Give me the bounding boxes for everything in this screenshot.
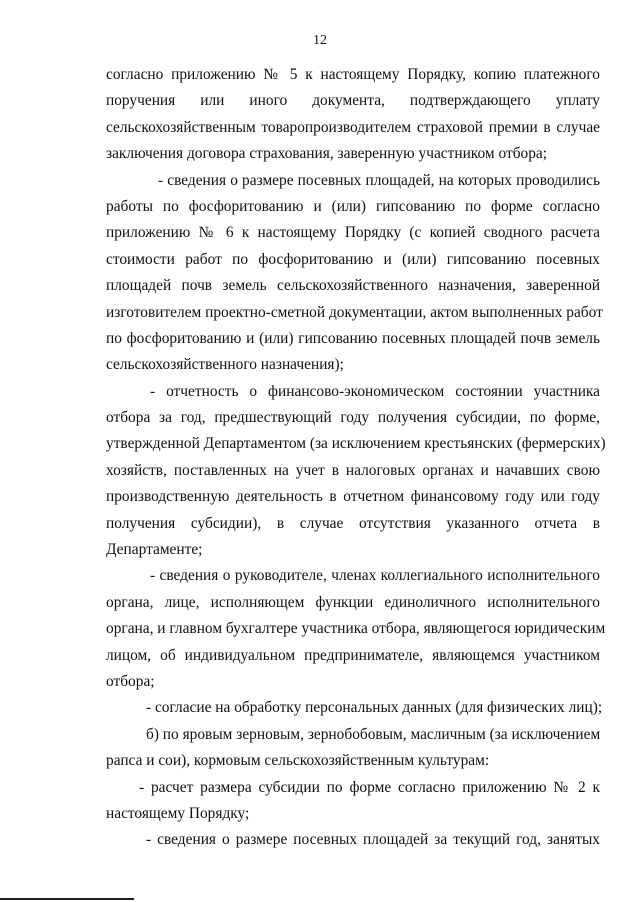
text-line: площадей почв земель сельскохозяйственного назначения, заверенной xyxy=(106,277,600,295)
text-line: работы по фосфоритованию и (или) гипсованию по форме согласно xyxy=(106,197,600,215)
text-line: сельскохозяйственным товаропроизводителем страховой премии в случае xyxy=(106,118,600,136)
text-line: лицом, об индивидуальном предпринимателе, являющемся участником xyxy=(106,646,600,664)
text-line: б) по яровым зерновым, зернобобовым, масличным (за исключением xyxy=(146,725,601,743)
paragraph-continuation xyxy=(106,62,600,168)
text-line: утвержденной Департаментом (за исключением крестьянских (фермерских) xyxy=(106,435,606,453)
text-line: Департаменте; xyxy=(106,541,203,559)
text-line: органа, лице, исполняющем функции единоличного исполнительного xyxy=(106,593,600,611)
text-line: получения субсидии), в случае отсутствия указанного отчета в xyxy=(106,514,600,532)
text-line: стоимости работ по фосфоритованию и (или) гипсованию посевных xyxy=(106,250,600,268)
text-line: - сведения о руководителе, членах коллегиального исполнительного xyxy=(150,567,600,585)
text-line: отбора; xyxy=(106,672,155,690)
document-body xyxy=(106,62,606,854)
text-line: - сведения о размере посевных площадей, на которых проводились xyxy=(158,171,600,189)
footer-rule xyxy=(0,898,134,900)
text-line: согласно приложению № 5 к настоящему Порядку, копию платежного xyxy=(106,66,600,83)
text-line: сельскохозяйственного назначения); xyxy=(106,356,344,374)
text-line: приложению № 6 к настоящему Порядку (с копией сводного расчета xyxy=(106,224,600,242)
text-line: - согласие на обработку персональных данных (для физических лиц); xyxy=(146,699,603,717)
paragraph-subsidy-calculation xyxy=(106,775,600,828)
page-number: 12 xyxy=(313,33,327,48)
paragraph-current-year-sown-area xyxy=(106,827,600,853)
text-line: заключения договора страхования, заверенную участником отбора; xyxy=(106,145,548,163)
text-line: органа, и главном бухгалтере участника отбора, являющегося юридическим xyxy=(106,620,606,638)
text-line: - сведения о размере посевных площадей за текущий год, занятых xyxy=(146,831,600,849)
text-line: отбора за год, предшествующий году получения субсидии, по форме, xyxy=(106,409,600,427)
text-line: хозяйств, поставленных на учет в налоговых органах и начавших свою xyxy=(106,461,600,479)
paragraph-financial-reporting xyxy=(106,379,606,564)
paragraph-personal-data-consent xyxy=(106,695,603,721)
text-line: рапса и сои), кормовым сельскохозяйственным культурам: xyxy=(106,752,490,770)
paragraph-sown-area-phosphoritization xyxy=(106,168,603,379)
text-line: - расчет размера субсидии по форме согласно приложению № 2 к xyxy=(139,778,600,796)
text-line: по фосфоритованию и (или) гипсованию посевных площадей почв земель xyxy=(106,329,600,347)
paragraph-management-info xyxy=(106,563,606,695)
text-line: настоящему Порядку; xyxy=(106,804,250,822)
text-line: изготовителем проектно-сметной документации, актом выполненных работ xyxy=(106,303,603,321)
text-line: поручения или иного документа, подтверждающего уплату xyxy=(106,92,600,110)
paragraph-spring-crops xyxy=(106,722,600,775)
text-line: производственную деятельность в отчетном финансовому году или году xyxy=(106,488,600,506)
text-line: - отчетность о финансово-экономическом состоянии участника xyxy=(150,382,600,400)
